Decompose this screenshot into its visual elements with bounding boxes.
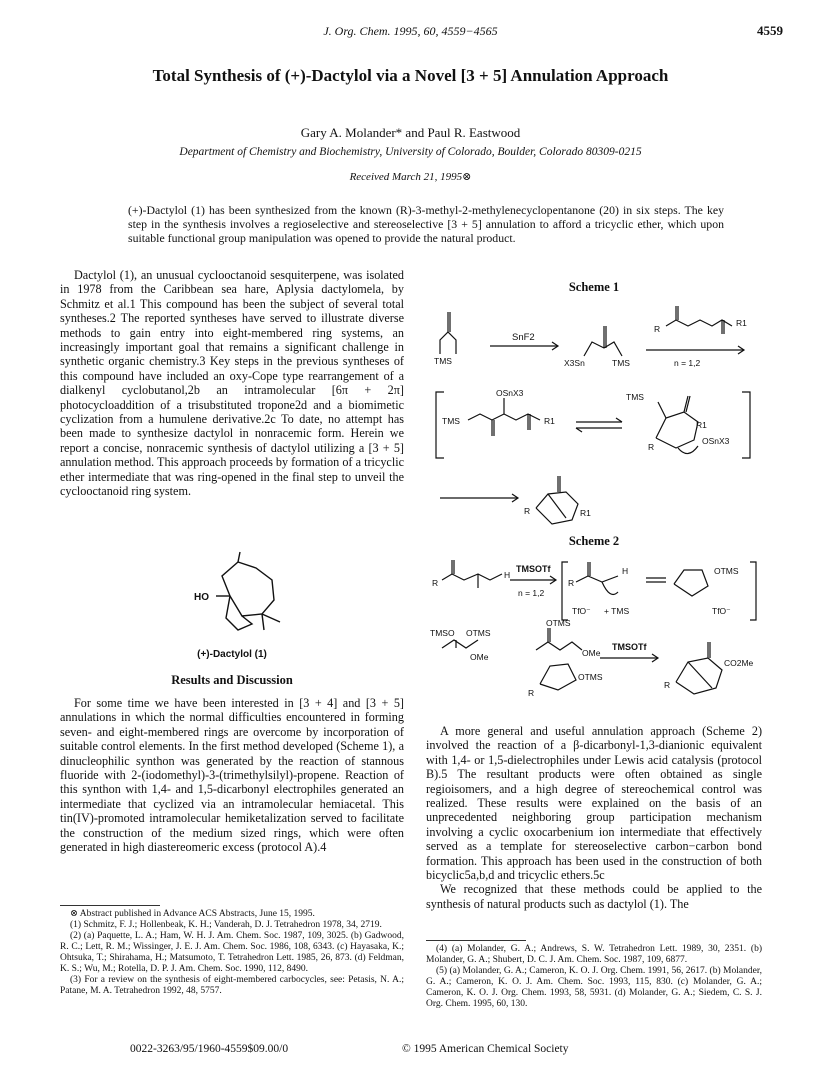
results-paragraph: For some time we have been interested in [3 + 4] and [3 + 5] annulations in which the normal difficulties encountered in forming seven- and eight-membered rings are overcome by incorporation of suitable control elements. In the first method developed (Scheme 1), a dinucleophilic synthon was generated by the reaction of stannous fluoride with 2-(iodomethyl)-3-(trimethylsilyl)-propene. Reaction of this synthon with 1,4- and 1,5-dicarbonyl electrophiles generated an intermediate that cyclized via an intramolecular hemiacetal. This tin(IV)-promoted intramolecular hemiketalization served to facilitate the construction of the medium sized rings, which were often generated in high diastereomeric excess (protocol A).4	[60, 696, 404, 855]
left-column	[60, 268, 404, 499]
r-label: R	[432, 578, 439, 588]
authors: Gary A. Molander* and Paul R. Eastwood	[300, 125, 521, 140]
footnote-rule	[426, 940, 526, 941]
otms-label: OTMS	[578, 672, 603, 682]
footnote: (1) Schmitz, F. J.; Hollenbeak, K. H.; Vanderah, D. J. Tetrahedron 1978, 34, 2719.	[70, 920, 382, 930]
footer-copyright: © 1995 American Chemical Society	[402, 1043, 569, 1055]
svg-text:HO: HO	[194, 592, 209, 603]
results-column	[60, 696, 404, 854]
scheme1-title: Scheme 1	[568, 280, 620, 294]
footnote: (3) For a review on the synthesis of eight-membered carbocycles, see: Petasis, N. A.; Patane, M. A. Tetrahedron 1992, 48, 5757.	[60, 975, 404, 996]
h-label: H	[504, 570, 511, 580]
tfo-label: TfO⁻	[712, 606, 731, 616]
right-paragraph: A more general and useful annulation approach (Scheme 2) involved the reaction of a β-dicarbonyl-1,3-dianionic equivalent with 1,4- or 1,5-dielectrophiles under Lewis acid catalysis (protocol B).5 The resultant products were often obtained as single regioisomers, and a high degree of stereochemical control was realized. These results were explained on the basis of an unprecedented neighboring group participation mechanism involving a cyclic oxocarbenium ion intermediate that effectively served as a template for stereoselective carbon−carbon bond formation. This approach has been used in the construction of both bicyclic5a,b,d and tricyclic ethers.5c	[426, 724, 762, 883]
x3sn-label: X3Sn	[564, 358, 585, 368]
results-heading: Results and Discussion	[171, 673, 293, 687]
abstract: (+)-Dactylol (1) has been synthesized from the known (R)-3-methyl-2-methylenecyclopentanone (20) in six steps. The key step in the synthesis involves a regioselective and stereoselective [3 + 5] annulation to afford a tricyclic ether, which upon suitable functional group manipulation was opened to provide the natural product.	[128, 203, 724, 246]
dactylol-label: (+)-Dactylol (1)	[197, 649, 267, 660]
running-head: J. Org. Chem. 1995, 60, 4559−4565	[323, 24, 498, 38]
page-number: 4559	[757, 23, 783, 38]
right-paragraph: We recognized that these methods could be applied to the synthesis of natural products such as dactylol (1). The	[426, 882, 762, 911]
footer-code: 0022-3263/95/1960-4559$09.00/0	[130, 1043, 289, 1055]
scheme1-diagram	[426, 298, 762, 530]
osnx3-label: OSnX3	[496, 388, 524, 398]
co2me-label: CO2Me	[724, 658, 754, 668]
r-label: R	[664, 680, 671, 690]
tmsotf-label: TMSOTf	[516, 564, 551, 574]
otms-label: OTMS	[546, 618, 571, 628]
tfo-label: TfO⁻	[572, 606, 591, 616]
n-condition-label: n = 1,2	[674, 358, 701, 368]
footnote-rule	[60, 905, 160, 906]
otms-label: OTMS	[466, 628, 491, 638]
tms-label: TMS	[434, 356, 452, 366]
n-condition-label: n = 1,2	[518, 588, 545, 598]
ome-label: OMe	[582, 648, 601, 658]
otms-label: OTMS	[714, 566, 739, 576]
r-label: R	[648, 442, 655, 452]
r-label: R	[568, 578, 575, 588]
r1-label: R1	[736, 318, 747, 328]
ome-label: OMe	[470, 652, 489, 662]
r-label: R	[524, 506, 531, 516]
footnote: (5) (a) Molander, G. A.; Cameron, K. O. J. Org. Chem. 1991, 56, 2617. (b) Molander, G. A.; Cameron, K. O. J. Am. Chem. Soc. 1993, 115, 830. (c) Molander, G. A.; Cameron, K. O. J. Org. Chem. 1993, 58, 5931. (d) Molander, G. A.; Siedem, C. S. J. Org. Chem. 1995, 60, 130.	[426, 966, 762, 1009]
r1-label: R1	[544, 416, 555, 426]
article-title: Total Synthesis of (+)-Dactylol via a Novel [3 + 5] Annulation Approach	[152, 66, 669, 85]
r-label: R	[654, 324, 661, 334]
tmsotf-label: TMSOTf	[612, 642, 647, 652]
footnotes-left	[60, 909, 404, 997]
scheme2-title: Scheme 2	[568, 534, 620, 548]
received-date: Received March 21, 1995⊗	[349, 171, 472, 183]
snf2-label: SnF2	[512, 332, 535, 343]
dactylol-structure	[190, 548, 300, 646]
footnote: (2) (a) Paquette, L. A.; Ham, W. H. J. Am. Chem. Soc. 1987, 109, 3025. (b) Gadwood, R. C.; Lett, R. M.; Wissinger, J. E. J. Am. Chem. Soc. 1986, 108, 6343. (c) Hayasaka, K.; Ohtsuka, T.; Shirahama, H.; Matsumoto, T. Tetrahedron Lett. 1985, 26, 873. (d) Feldman, K. S.; Wu, M.; Rotella, D. P. J. Am. Chem. Soc. 1990, 112, 8490.	[60, 931, 404, 974]
tms-label: TMS	[626, 392, 644, 402]
tms-label: TMS	[442, 416, 460, 426]
r1-label: R1	[696, 420, 707, 430]
right-column	[426, 724, 762, 911]
r-label: R	[528, 688, 535, 698]
intro-paragraph: Dactylol (1), an unusual cyclooctanoid sesquiterpene, was isolated in 1978 from the Caribbean sea hare, Aplysia dactylomela, by Schmitz et al.1 This compound has been the subject of several total syntheses.2 The reported syntheses have served to illustrate diverse methods to gain entry into eight-membered ring systems, an increasingly important goal that remains a significant challenge in synthetic organic chemistry.3 Key steps in the previous syntheses of this compound have included an oxy-Cope type rearrangement of a dialkenyl cyclobutanol,2b an intramolecular [6π + 2π] photocycloaddition of a trisubstituted tropone2d and a biomimetic cyclization from a humulene derivative.2c To date, no attempt has been made to synthesize dactylol in nonracemic form. Herein we report a concise, nonracemic synthesis of dactylol utilizing a [3 + 5] annulation method. This approach proceeds by formation of a tricyclic ether intermediate that was ring-opened in the final step to unveil the cyclooctanoid ring system.	[60, 268, 404, 499]
tms-label: TMS	[612, 358, 630, 368]
tmso-label: TMSO	[430, 628, 455, 638]
r1-label: R1	[580, 508, 591, 518]
h-label: H	[622, 566, 629, 576]
affiliation: Department of Chemistry and Biochemistry, University of Colorado, Boulder, Colorado 80309-0215	[179, 146, 642, 158]
footnote: ⊗ Abstract published in Advance ACS Abstracts, June 15, 1995.	[70, 909, 315, 919]
osnx3-label: OSnX3	[702, 436, 730, 446]
tms-plus-label: + TMS	[604, 606, 630, 616]
scheme2-diagram	[426, 552, 762, 708]
footnotes-right	[426, 944, 762, 1010]
footnote: (4) (a) Molander, G. A.; Andrews, S. W. Tetrahedron Lett. 1989, 30, 2351. (b) Molander, G. A.; Shubert, D. C. J. Am. Chem. Soc. 1987, 109, 6877.	[426, 944, 762, 965]
